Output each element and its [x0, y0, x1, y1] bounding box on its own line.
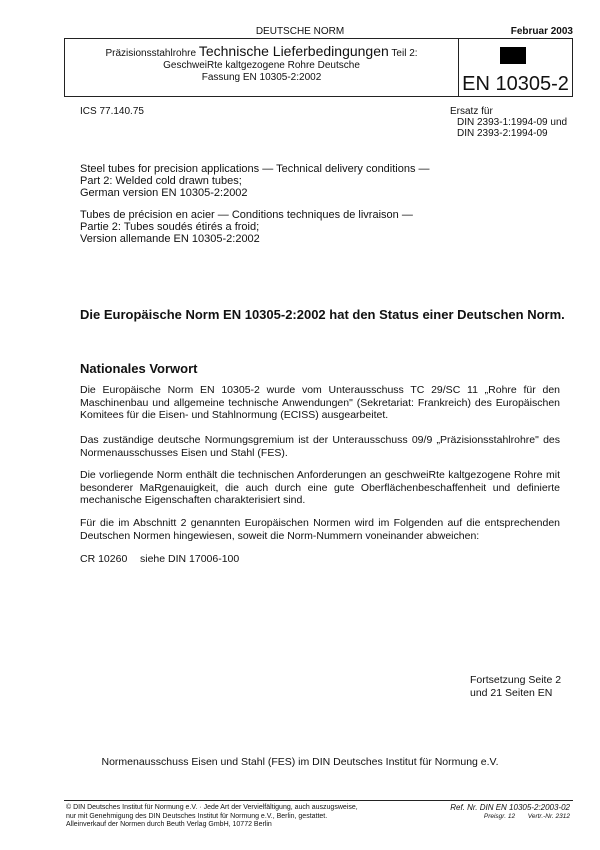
- document-type-label: DEUTSCHE NORM: [255, 26, 345, 37]
- paragraph: Für die im Abschnitt 2 genannten Europäischen Normen wird im Folgenden auf die entsprechenden Deutschen Normen hingewiesen, soweit die Norm-Nummern voneinander abweichen:: [80, 517, 560, 542]
- english-title-line: Part 2: Welded cold drawn tubes;: [80, 175, 242, 187]
- paragraph: Die Europäische Norm EN 10305-2 wurde vom Unterausschuss TC 29/SC 11 „Rohre für den Maschinenbau und allgemeine technische Anwendungen" (Sekretariat: Frankreich) des Europäischen Komitees für die Eisen- und Stahlnormung (ECISS) ausgearbeitet.: [80, 384, 560, 421]
- replacement-info: [450, 106, 567, 139]
- norm-reference-value: siehe DIN 17006-100: [140, 553, 240, 565]
- norm-number: EN 10305-2: [462, 73, 569, 95]
- ersatz-item: DIN 2393-2:1994-09: [457, 128, 548, 139]
- sales-number: Vertr.-Nr. 2312: [527, 813, 570, 820]
- header-norm-cell: [459, 39, 572, 96]
- copyright-notice: [66, 804, 358, 830]
- document-title: [69, 43, 454, 96]
- norm-reference-code: CR 10260: [80, 553, 128, 565]
- english-title: [80, 163, 550, 199]
- reference-block: [450, 803, 570, 821]
- french-title: [80, 209, 550, 245]
- english-title-line: German version EN 10305-2:2002: [80, 187, 248, 199]
- title-part-1: Präzisionsstahlrohre: [105, 48, 197, 59]
- copyright-line: © DIN Deutsches Institut für Normung e.V. · Jede Art der Vervielfältigung, auch auszugsweise,: [66, 804, 358, 811]
- french-title-line: Tubes de précision en acier — Conditions techniques de livraison —: [80, 209, 413, 221]
- norm-reference-row: [80, 553, 240, 565]
- title-part-2: Teil 2:: [391, 48, 418, 59]
- title-line-4: Fassung EN 10305-2:2002: [201, 72, 322, 83]
- continuation-line: und 21 Seiten EN: [470, 686, 553, 699]
- price-group: Preisgr. 12: [483, 813, 516, 820]
- din-logo-icon: [500, 47, 526, 64]
- paragraph: Die vorliegende Norm enthält die technischen Anforderungen an geschweiRte kaltgezogene Rohre mit besonderer MaRgenauigkeit, die auch durch eine gute Oberflächenbeschaffenheit und definierte mechanische Eigenschaften charakterisiert sind.: [80, 469, 560, 506]
- committee-line: Normenausschuss Eisen und Stahl (FES) im DIN Deutsches Institut für Normung e.V.: [101, 756, 499, 768]
- reference-number: Ref. Nr. DIN EN 10305-2:2003-02: [450, 803, 570, 812]
- english-title-line: Steel tubes for precision applications — Technical delivery conditions —: [80, 163, 430, 175]
- continuation-line: Fortsetzung Seite 2: [470, 674, 562, 686]
- french-title-line: Partie 2: Tubes soudés étirés a froid;: [80, 221, 260, 233]
- ersatz-item: DIN 2393-1:1994-09 und: [457, 117, 568, 128]
- ersatz-label: Ersatz für: [450, 106, 493, 117]
- title-main: Technische Lieferbedingungen: [198, 43, 389, 59]
- publication-date: Februar 2003: [510, 26, 573, 37]
- continuation-note: [470, 674, 561, 699]
- paragraph: Das zuständige deutsche Normungsgremium ist der Unterausschuss 09/9 „Präzisionsstahlrohre" des Normenausschusses Eisen und Stahl (FES).: [80, 434, 560, 459]
- footer-divider: [64, 800, 573, 801]
- ics-code: ICS 77.140.75: [80, 106, 144, 117]
- french-title-line: Version allemande EN 10305-2:2002: [80, 233, 260, 245]
- section-heading: Nationales Vorwort: [80, 361, 198, 376]
- title-line-3: GeschweiRte kaltgezogene Rohre Deutsche: [163, 60, 360, 71]
- header-box: [64, 38, 573, 97]
- copyright-line: Alleinverkauf der Normen durch Beuth Verlag GmbH, 10772 Berlin: [66, 821, 272, 828]
- status-statement: Die Europäische Norm EN 10305-2:2002 hat den Status einer Deutschen Norm.: [80, 307, 565, 322]
- copyright-line: nur mit Genehmigung des DIN Deutsches Institut für Normung e.V., Berlin, gestattet.: [66, 812, 328, 820]
